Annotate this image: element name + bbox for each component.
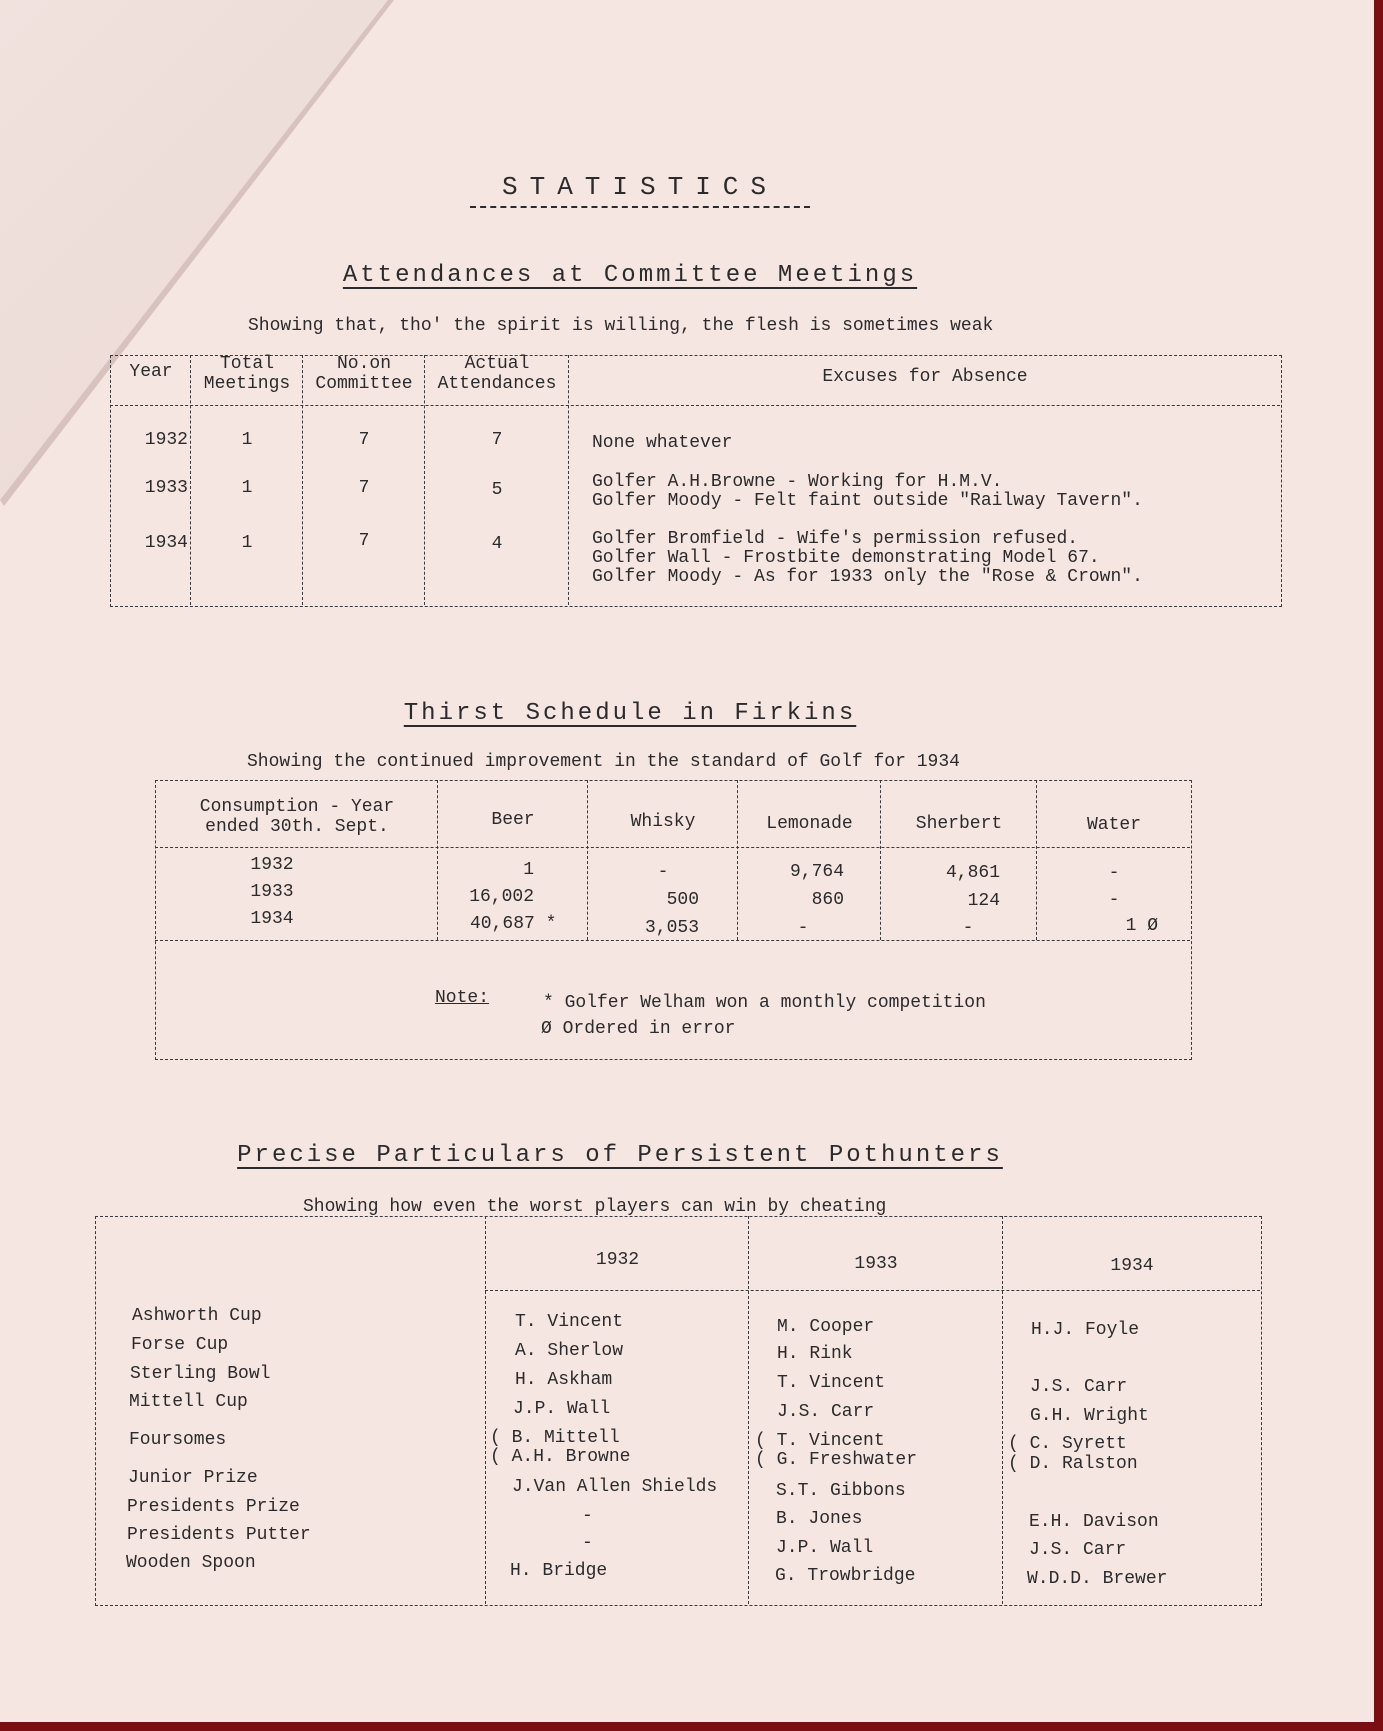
row-1934-total: 1 — [241, 533, 253, 553]
competition-forse-cup: Forse Cup — [131, 1335, 229, 1355]
row-1932-excuse: None whatever — [592, 433, 733, 453]
row-1933-excuse-1: Golfer A.H.Browne - Working for H.M.V. — [592, 472, 1003, 492]
pothunters-heading: Precise Particulars of Persistent Pothunters — [237, 1142, 1003, 1169]
competition-wooden-spoon: Wooden Spoon — [126, 1553, 256, 1573]
header-excuses: Excuses for Absence — [822, 367, 1028, 387]
thirst-col-divider — [437, 780, 438, 940]
year-1932-header: 1932 — [595, 1250, 640, 1270]
thirst-col-divider — [880, 780, 881, 940]
winner-1932: - — [582, 1506, 593, 1526]
competition-presidents-prize: Presidents Prize — [127, 1497, 300, 1517]
thirst-header-rule — [155, 847, 1190, 848]
winner-1932: H. Askham — [515, 1370, 613, 1390]
row-1932-year: 1932 — [144, 430, 188, 450]
page-title: STATISTICS — [470, 172, 810, 208]
header-year: Year — [129, 362, 173, 382]
year-1934-header: 1934 — [1110, 1256, 1154, 1276]
thirst-heading: Thirst Schedule in Firkins — [403, 700, 857, 727]
competition-junior-prize: Junior Prize — [128, 1468, 258, 1488]
thirst-subtitle: Showing the continued improvement in the standard of Golf for 1934 — [247, 752, 960, 772]
thirst-col-divider — [587, 780, 588, 940]
thirst-year-column: 1932 1933 1934 — [250, 855, 294, 929]
winner-1932: - — [582, 1533, 593, 1553]
row-1934-actual: 4 — [491, 534, 503, 554]
note-1: * Golfer Welham won a monthly competition — [543, 993, 986, 1013]
pothunters-col-divider — [1002, 1216, 1003, 1604]
thirst-sherbert-1934: - — [962, 918, 974, 938]
attendance-header-rule — [110, 405, 1280, 406]
attendance-heading: Attendances at Committee Meetings — [342, 262, 918, 289]
pothunters-subtitle: Showing how even the worst players can win by cheating — [303, 1197, 887, 1217]
thirst-sherbert-1932: 4,861 — [945, 863, 1000, 883]
header-total-meetings: Total Meetings — [203, 354, 291, 394]
winner-1933: J.S. Carr — [777, 1402, 875, 1422]
thirst-beer-1934: 40,687 * — [470, 914, 557, 934]
pothunters-header-rule — [485, 1290, 1260, 1291]
row-1934-excuse-1: Golfer Bromfield - Wife's permission refused. — [592, 529, 1079, 549]
winner-1934: H.J. Foyle — [1031, 1320, 1140, 1340]
winner-1932: H. Bridge — [510, 1561, 608, 1581]
row-1932-no-on: 7 — [358, 430, 370, 450]
competition-ashworth-cup: Ashworth Cup — [132, 1306, 262, 1326]
competition-presidents-putter: Presidents Putter — [127, 1525, 311, 1545]
winner-1934-foursomes-2: ( D. Ralston — [1008, 1454, 1138, 1474]
attendance-col-divider — [568, 355, 569, 605]
winner-1934: E.H. Davison — [1029, 1512, 1159, 1532]
row-1934-year: 1934 — [144, 533, 188, 553]
header-consumption: Consumption - Year ended 30th. Sept. — [199, 797, 395, 837]
row-1934-no-on: 7 — [358, 531, 370, 551]
winner-1933: T. Vincent — [777, 1373, 886, 1393]
attendance-col-divider — [424, 355, 425, 605]
winner-1934: G.H. Wright — [1030, 1406, 1149, 1426]
thirst-water-1932: - — [1108, 863, 1120, 883]
row-1932-actual: 7 — [491, 430, 503, 450]
thirst-whisky-1934: 3,053 — [644, 918, 699, 938]
winner-1933: J.P. Wall — [776, 1538, 874, 1558]
winner-1933: M. Cooper — [777, 1317, 875, 1337]
winner-1933-foursomes-1: ( T. Vincent — [755, 1431, 885, 1451]
thirst-col-divider — [1036, 780, 1037, 940]
winner-1934: W.D.D. Brewer — [1027, 1569, 1168, 1589]
thirst-beer-column: 1 16,002 — [469, 860, 534, 907]
winner-1932: A. Sherlow — [515, 1341, 624, 1361]
thirst-lemonade-1933: 860 — [811, 890, 844, 910]
row-1933-total: 1 — [241, 478, 253, 498]
thirst-lemonade-1934: - — [797, 918, 809, 938]
thirst-whisky-1933: 500 — [666, 890, 699, 910]
row-1933-year: 1933 — [144, 478, 188, 498]
year-1933-header: 1933 — [854, 1254, 898, 1274]
header-actual-attendances: Actual Attendances — [437, 354, 557, 394]
winner-1932: J.Van Allen Shields — [512, 1477, 718, 1497]
pothunters-col-divider — [748, 1216, 749, 1604]
winner-1934-foursomes-1: ( C. Syrett — [1008, 1434, 1127, 1454]
winner-1933: B. Jones — [776, 1509, 863, 1529]
note-label: Note: — [435, 988, 490, 1008]
winner-1932-foursomes-1: ( B. Mittell — [490, 1428, 620, 1448]
winner-1933-foursomes-2: ( G. Freshwater — [755, 1450, 918, 1470]
winner-1933: H. Rink — [777, 1344, 853, 1364]
row-1932-total: 1 — [241, 430, 253, 450]
winner-1932-foursomes-2: ( A.H. Browne — [490, 1447, 631, 1467]
header-water: Water — [1086, 815, 1141, 835]
row-1934-excuse-2: Golfer Wall - Frostbite demonstrating Model 67. — [592, 548, 1100, 568]
thirst-lemonade-1932: 9,764 — [789, 862, 844, 882]
winner-1934: J.S. Carr — [1030, 1377, 1128, 1397]
competition-mittell-cup: Mittell Cup — [129, 1392, 248, 1412]
note-2: Ø Ordered in error — [541, 1019, 736, 1039]
row-1934-excuse-3: Golfer Moody - As for 1933 only the "Rose & Crown". — [592, 567, 1143, 587]
attendance-col-divider — [190, 355, 191, 605]
competition-sterling-bowl: Sterling Bowl — [130, 1364, 271, 1384]
thirst-col-divider — [737, 780, 738, 940]
winner-1932: T. Vincent — [515, 1312, 624, 1332]
thirst-water-1933: - — [1108, 890, 1120, 910]
thirst-water-1934: 1 Ø — [1125, 916, 1158, 936]
competition-foursomes: Foursomes — [129, 1430, 227, 1450]
winner-1933: G. Trowbridge — [775, 1566, 916, 1586]
winner-1934: J.S. Carr — [1029, 1540, 1127, 1560]
row-1933-actual: 5 — [491, 480, 503, 500]
thirst-sherbert-1933: 124 — [967, 891, 1000, 911]
winner-1932: J.P. Wall — [513, 1399, 611, 1419]
header-beer: Beer — [491, 810, 535, 830]
attendance-subtitle: Showing that, tho' the spirit is willing, the flesh is sometimes weak — [248, 316, 994, 336]
pothunters-col-divider — [485, 1216, 486, 1604]
header-no-on-committee: No.on Committee — [315, 354, 413, 394]
header-whisky: Whisky — [630, 812, 696, 832]
row-1933-excuse-2: Golfer Moody - Felt faint outside "Railway Tavern". — [592, 491, 1143, 511]
header-lemonade: Lemonade — [766, 814, 853, 834]
attendance-col-divider — [302, 355, 303, 605]
thirst-whisky-1932: - — [657, 862, 669, 882]
winner-1933: S.T. Gibbons — [776, 1481, 906, 1501]
thirst-notes-rule — [155, 940, 1190, 941]
row-1933-no-on: 7 — [358, 478, 370, 498]
header-sherbert: Sherbert — [915, 814, 1003, 834]
